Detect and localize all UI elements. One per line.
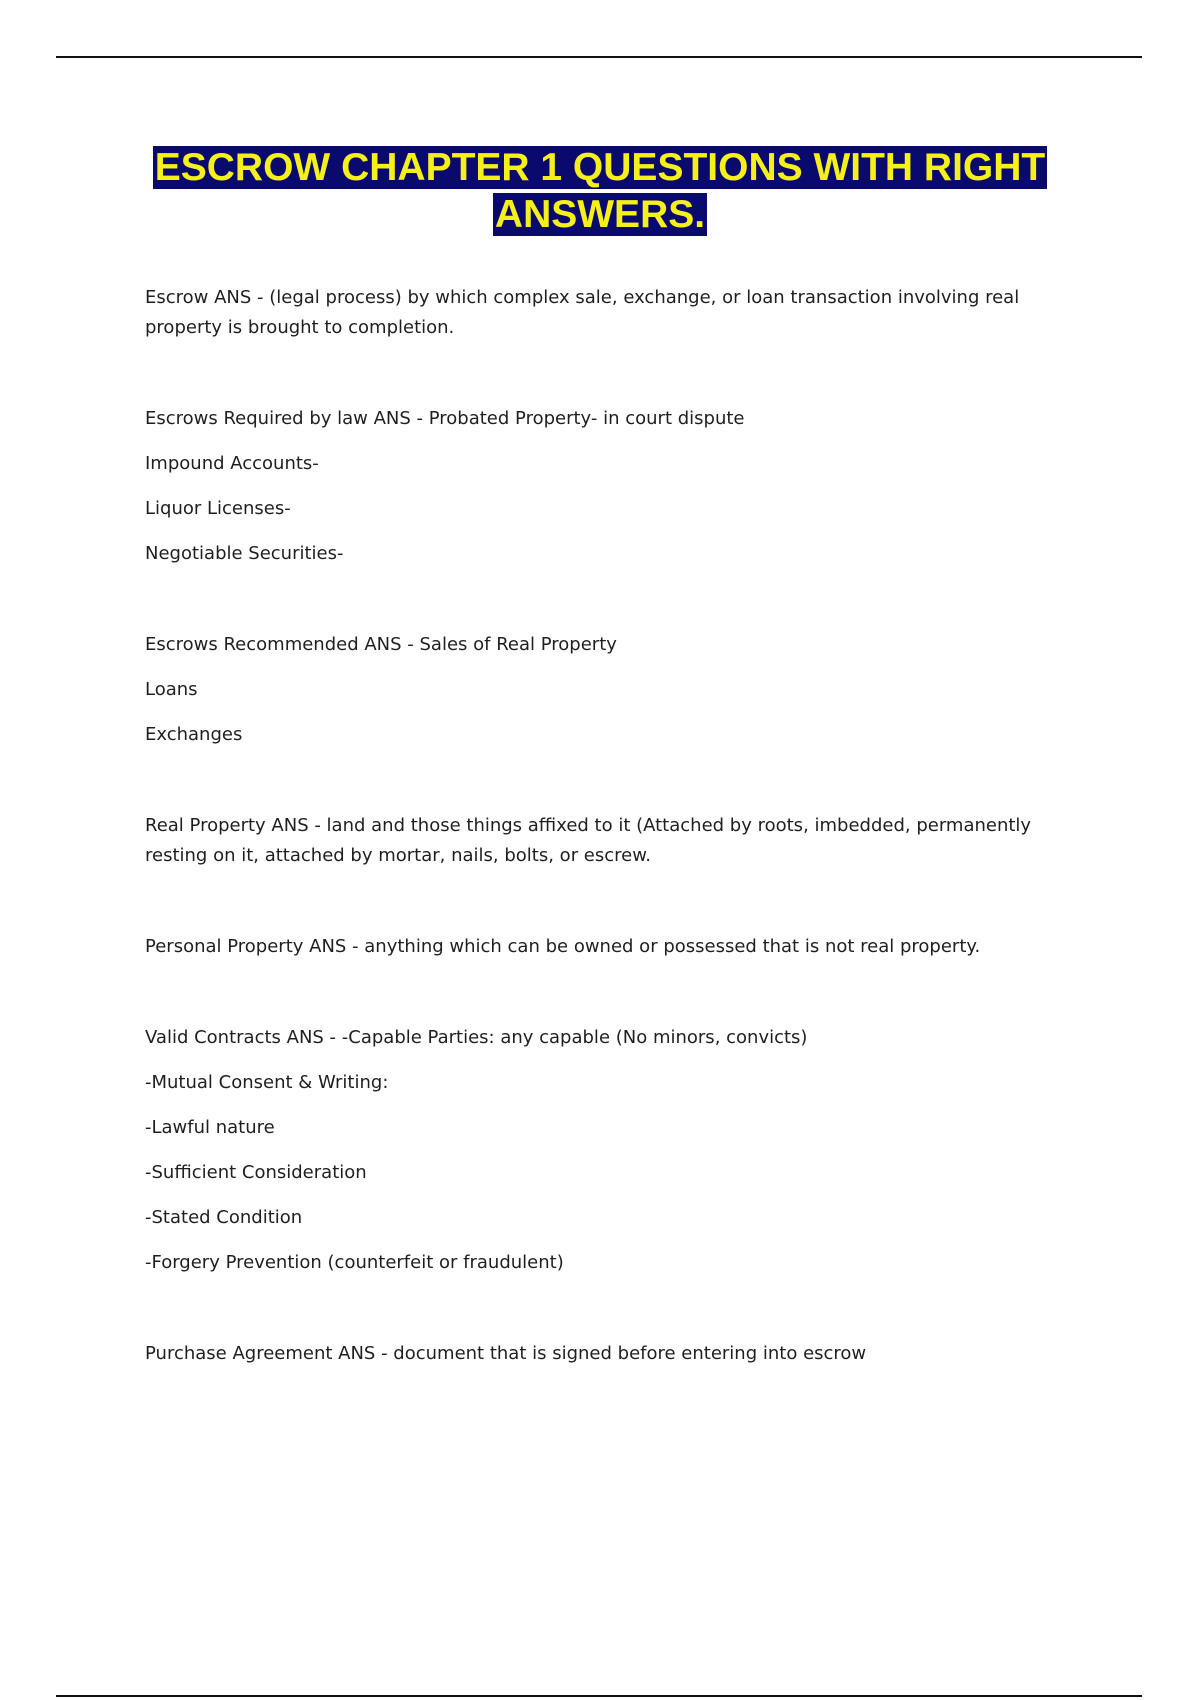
qa-entry-purchase-agreement: [145, 1339, 1045, 1369]
header-rule: [56, 56, 1142, 58]
entry-line: Impound Accounts-: [145, 453, 319, 474]
qa-entry-valid-contracts: [145, 1023, 1045, 1278]
document-body: [145, 283, 1045, 1430]
entry-line: Exchanges: [145, 724, 243, 745]
entry-line: -Mutual Consent & Writing:: [145, 1072, 389, 1093]
entry-line: -Sufficient Consideration: [145, 1162, 367, 1183]
footer-rule: [56, 1695, 1142, 1697]
qa-entry-escrows-required-by-law: [145, 404, 1045, 569]
qa-entry-real-property: [145, 811, 1045, 871]
entry-line: -Forgery Prevention (counterfeit or fraudulent): [145, 1252, 564, 1273]
entry-line: -Stated Condition: [145, 1207, 303, 1228]
entry-line: Escrow ANS - (legal process) by which complex sale, exchange, or loan transaction involving real property is brought to completion.: [145, 287, 1020, 338]
entry-line: Escrows Recommended ANS - Sales of Real Property: [145, 634, 617, 655]
entry-line: Real Property ANS - land and those things affixed to it (Attached by roots, imbedded, permanently resting on it, attached by mortar, nails, bolts, or escrew.: [145, 815, 1032, 866]
entry-line: Valid Contracts ANS - -Capable Parties: any capable (No minors, convicts): [145, 1027, 808, 1048]
entry-line: -Lawful nature: [145, 1117, 275, 1138]
entry-line: Negotiable Securities-: [145, 543, 344, 564]
entry-line: Escrows Required by law ANS - Probated Property- in court dispute: [145, 408, 745, 429]
entry-line: Loans: [145, 679, 198, 700]
document-title: [100, 144, 1100, 238]
qa-entry-personal-property: [145, 932, 1045, 962]
entry-line: Purchase Agreement ANS - document that is signed before entering into escrow: [145, 1343, 867, 1364]
entry-line: Personal Property ANS - anything which can be owned or possessed that is not real property.: [145, 936, 981, 957]
document-title-text: ESCROW CHAPTER 1 QUESTIONS WITH RIGHT ANSWERS.: [154, 146, 1046, 236]
qa-entry-escrows-recommended: [145, 630, 1045, 750]
entry-line: Liquor Licenses-: [145, 498, 291, 519]
qa-entry-escrow: [145, 283, 1045, 343]
